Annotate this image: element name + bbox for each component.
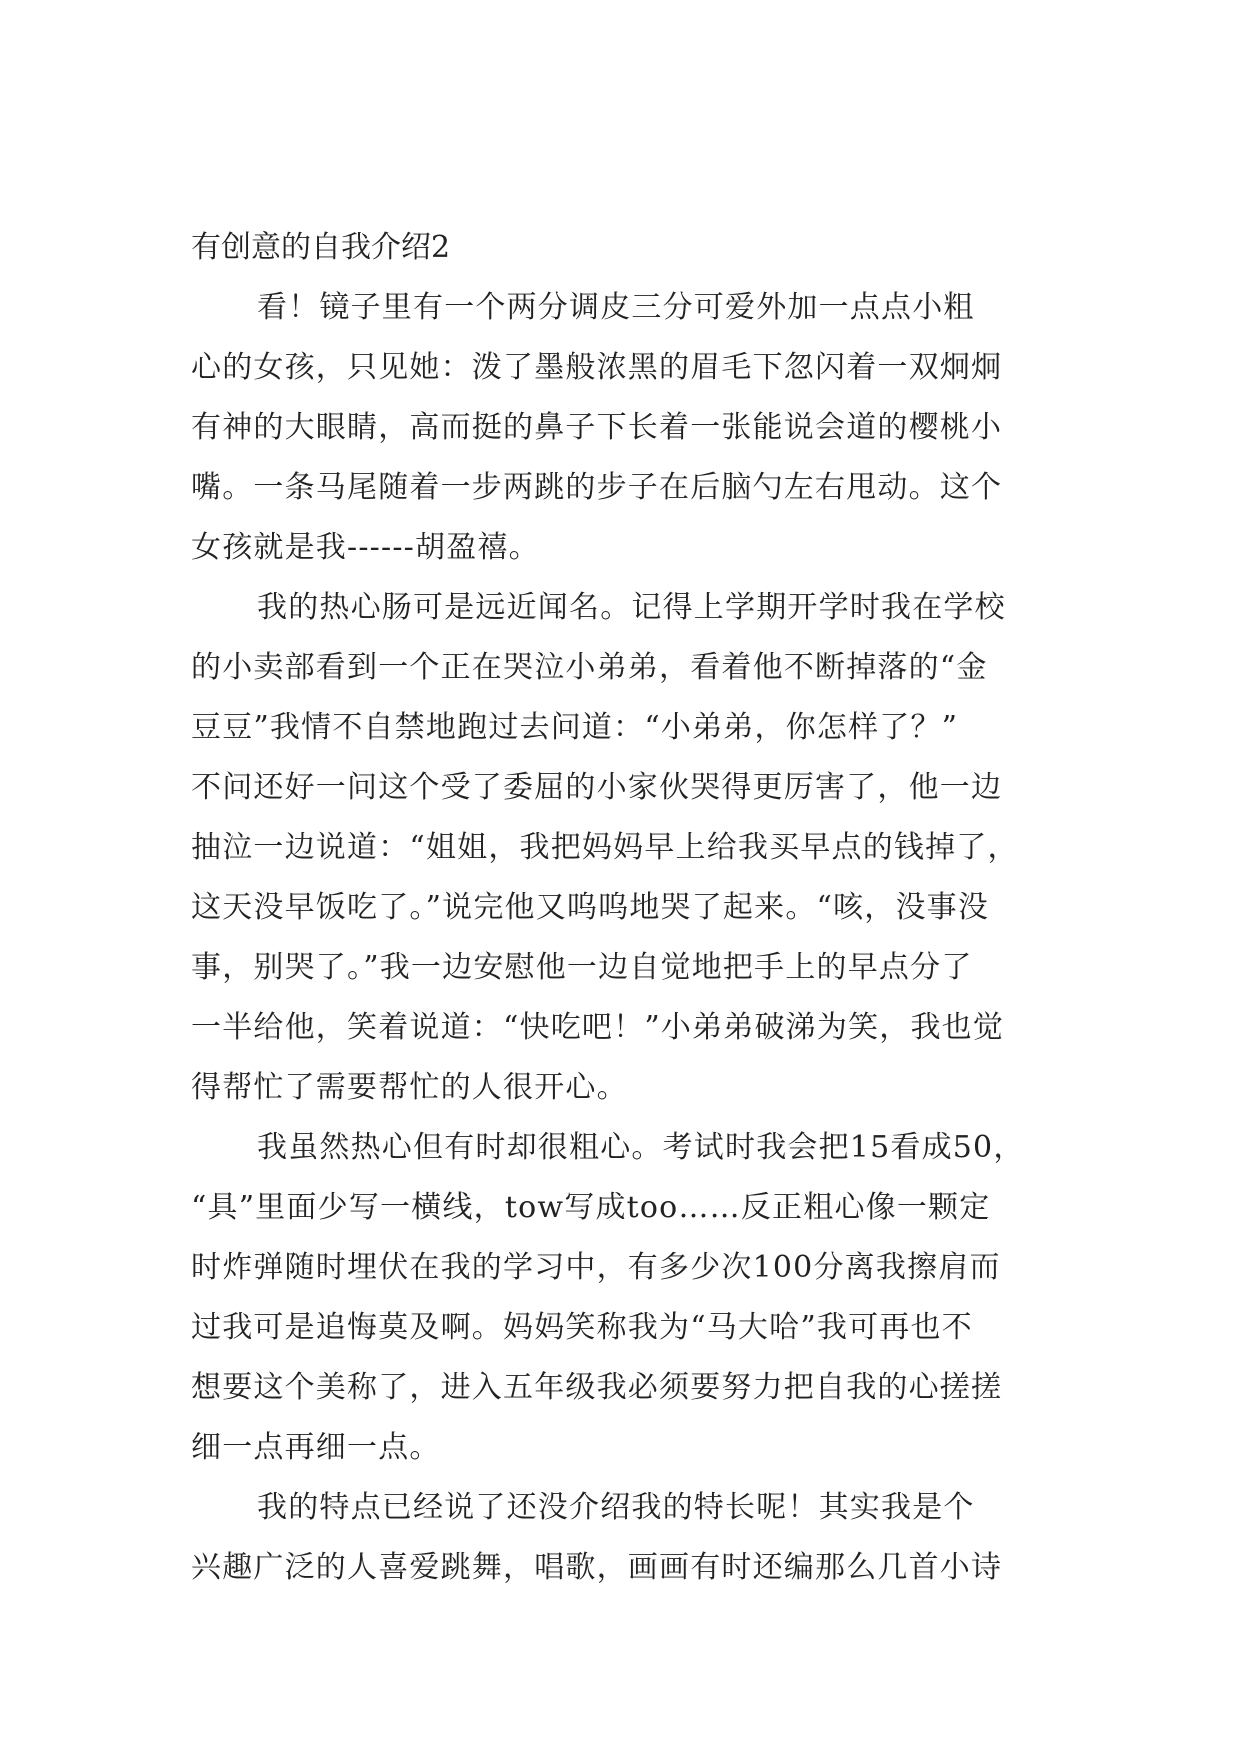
text-line: 过我可是追悔莫及啊。妈妈笑称我为“马大哈”我可再也不 (191, 1310, 973, 1345)
text-line: 有神的大眼睛，高而挺的鼻子下长着一张能说会道的樱桃小 (191, 410, 1003, 445)
document-body (191, 218, 1051, 1598)
text-line: 细一点再细一点。 (191, 1430, 441, 1465)
paragraph-lines (191, 278, 1051, 1598)
text-line: 一半给他，笑着说道：“快吃吧！”小弟弟破涕为笑，我也觉 (191, 1010, 1005, 1045)
text-line: 嘴。一条马尾随着一步两跳的步子在后脑勺左右甩动。这个 (191, 470, 1003, 505)
text-line: 想要这个美称了，进入五年级我必须要努力把自我的心搓搓 (191, 1370, 1003, 1405)
text-line: “具”里面少写一横线，tow写成too……反正粗心像一颗定 (191, 1190, 991, 1225)
text-line: 我虽然热心但有时却很粗心。考试时我会把15看成50， (257, 1130, 1025, 1165)
text-line: 事，别哭了。”我一边安慰他一边自觉地把手上的早点分了 (191, 950, 973, 985)
text-line: 时炸弹随时埋伏在我的学习中，有多少次100分离我擦肩而 (191, 1250, 1001, 1285)
text-line: 兴趣广泛的人喜爱跳舞，唱歌，画画有时还编那么几首小诗 (191, 1550, 1003, 1585)
text-line: 看！镜子里有一个两分调皮三分可爱外加一点点小粗 (257, 290, 975, 325)
text-line: 我的热心肠可是远近闻名。记得上学期开学时我在学校 (257, 590, 1006, 625)
text-line: 我的特点已经说了还没介绍我的特长呢！其实我是个 (257, 1490, 975, 1525)
document-title: 有创意的自我介绍2 (191, 230, 451, 265)
text-line: 豆豆”我情不自禁地跑过去问道：“小弟弟，你怎样了？” (191, 710, 959, 745)
text-line: 女孩就是我------胡盈禧。 (191, 530, 540, 565)
text-line: 心的女孩，只见她：泼了墨般浓黑的眉毛下忽闪着一双炯炯 (191, 350, 1003, 385)
text-line: 不问还好一问这个受了委屈的小家伙哭得更厉害了，他一边 (191, 770, 1003, 805)
text-line: 得帮忙了需要帮忙的人很开心。 (191, 1070, 628, 1105)
text-line: 抽泣一边说道：“姐姐，我把妈妈早上给我买早点的钱掉了， (191, 830, 1019, 865)
text-line: 的小卖部看到一个正在哭泣小弟弟，看着他不断掉落的“金 (191, 650, 988, 685)
text-line: 这天没早饭吃了。”说完他又呜呜地哭了起来。“咳，没事没 (191, 890, 990, 925)
